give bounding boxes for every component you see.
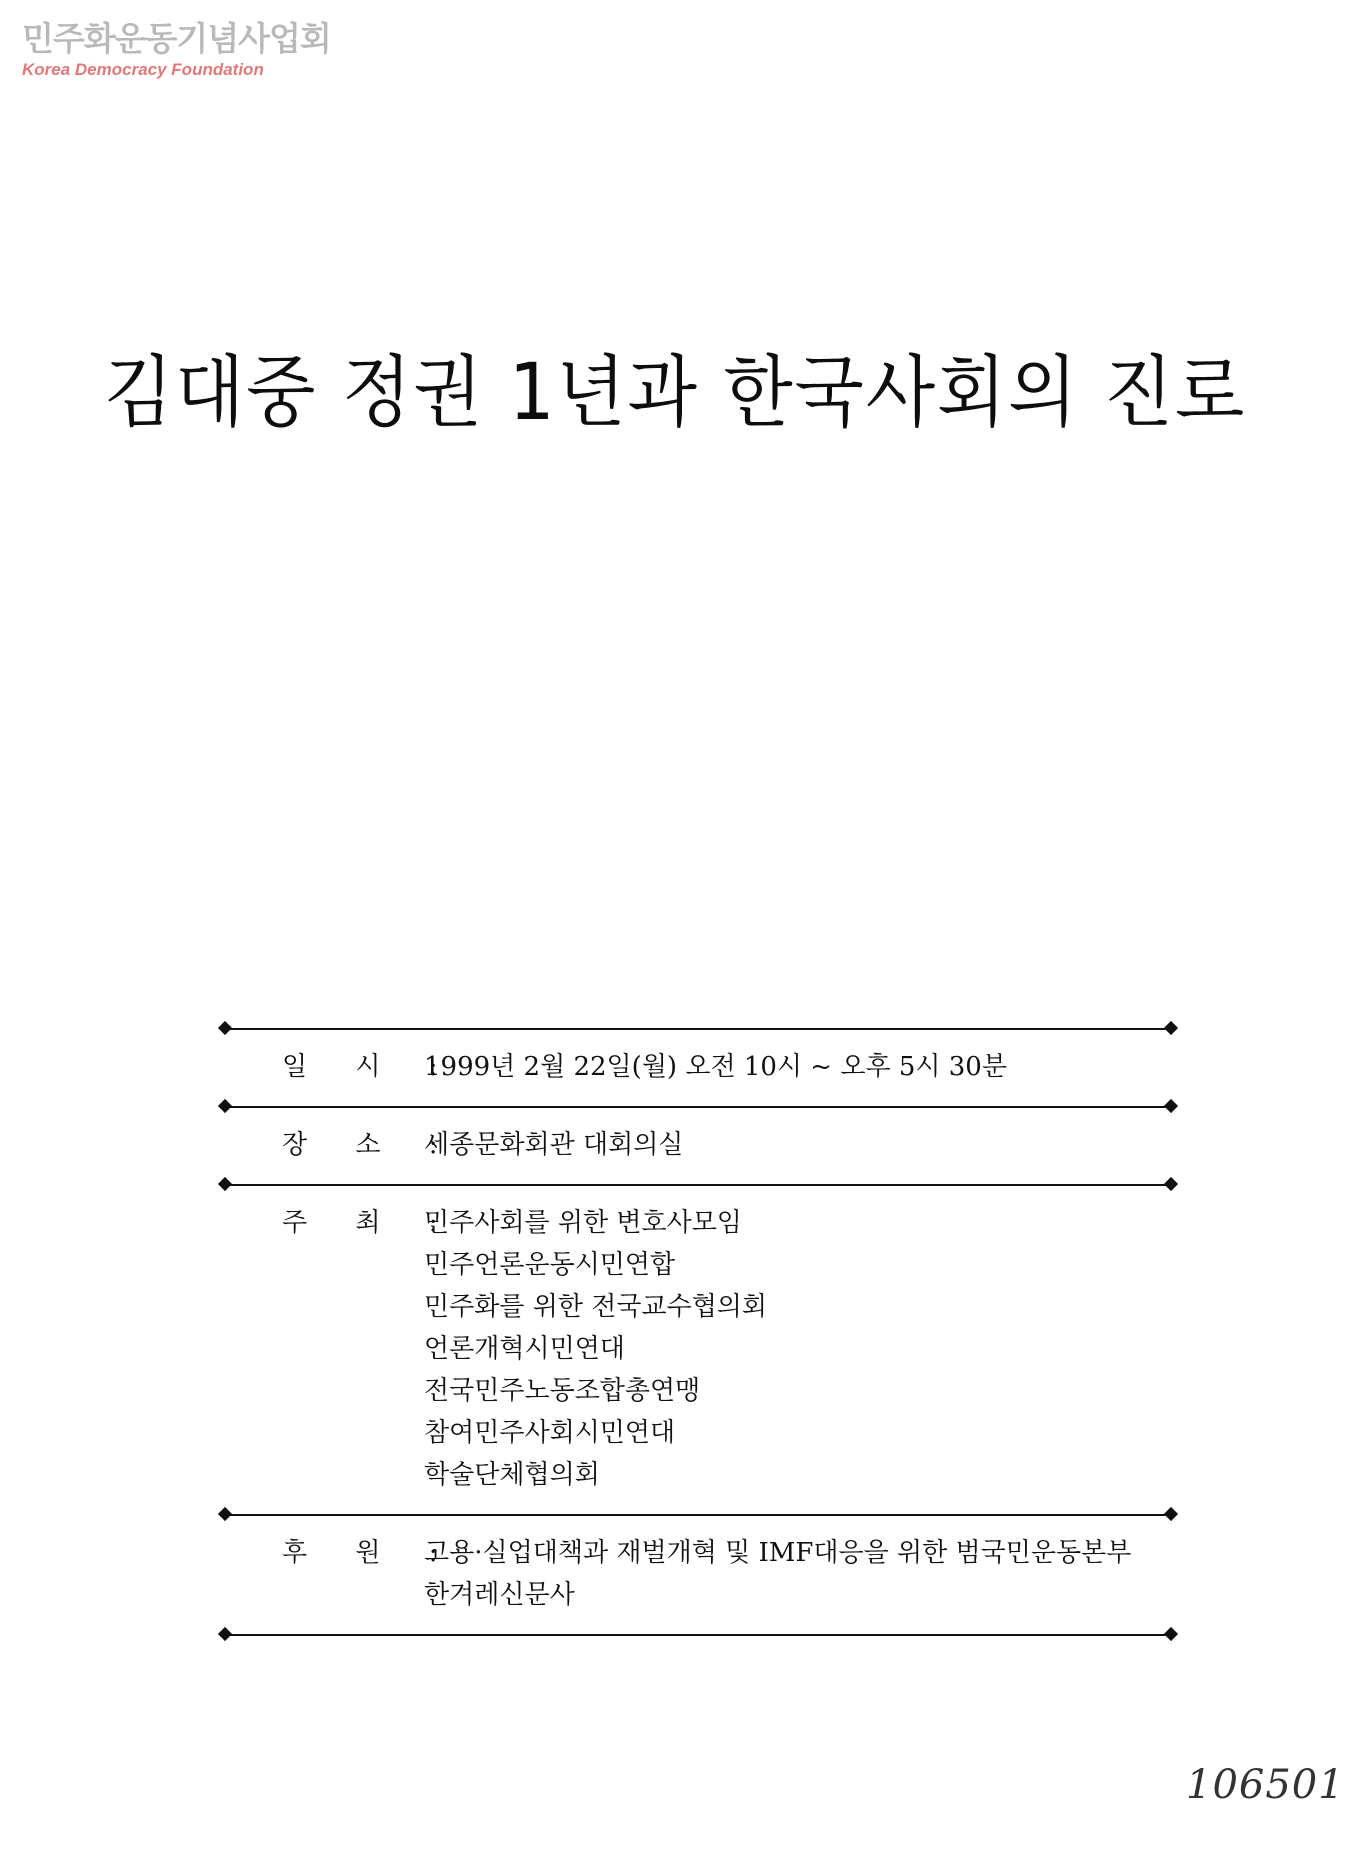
detail-row-sponsors [218, 1526, 1178, 1624]
sponsor-organization: 한겨레신문사 [424, 1580, 575, 1610]
diamond-bullet-icon [1164, 1177, 1178, 1191]
divider-rule [218, 1174, 1178, 1196]
detail-row-venue [218, 1118, 1178, 1174]
host-organization: 민주사회를 위한 변호사모임 [424, 1208, 742, 1238]
foundation-watermark [22, 19, 331, 79]
watermark-english: Korea Democracy Foundation [22, 60, 264, 79]
sponsor-organization: 고용·실업대책과 재벌개혁 및 IMF대응을 위한 범국민운동본부 [424, 1538, 1132, 1568]
diamond-bullet-icon [1164, 1627, 1178, 1641]
document-title: 김대중 정권 1년과 한국사회의 진로 [103, 348, 1247, 438]
detail-label: 후 원 : [282, 1538, 458, 1568]
detail-value: 1999년 2월 22일(월) 오전 10시 ~ 오후 5시 30분 [424, 1052, 1007, 1082]
diamond-bullet-icon [1164, 1507, 1178, 1521]
divider-rule [218, 1504, 1178, 1526]
watermark-korean: 민주화운동기념사업회 [22, 19, 331, 58]
detail-row-datetime [218, 1040, 1178, 1096]
host-organization: 참여민주사회시민연대 [424, 1418, 676, 1448]
diamond-bullet-icon [1164, 1021, 1178, 1035]
divider-rule [218, 1018, 1178, 1040]
diamond-bullet-icon [1164, 1099, 1178, 1113]
detail-value: 세종문화회관 대회의실 [424, 1130, 684, 1160]
divider-rule [218, 1624, 1178, 1646]
detail-label: 주 최 : [282, 1208, 458, 1238]
detail-label: 장 소 : [282, 1130, 458, 1160]
host-organization: 언론개혁시민연대 [424, 1334, 625, 1364]
host-organization: 전국민주노동조합총연맹 [424, 1376, 701, 1406]
host-organization: 학술단체협의회 [424, 1460, 600, 1490]
handwritten-archive-number: 106501 [1186, 1762, 1345, 1808]
divider-rule [218, 1096, 1178, 1118]
detail-row-hosts [218, 1196, 1178, 1504]
detail-label: 일 시 : [282, 1052, 458, 1082]
host-organization: 민주화를 위한 전국교수협의회 [424, 1292, 768, 1322]
event-details [218, 1018, 1178, 1646]
host-organization: 민주언론운동시민연합 [424, 1250, 676, 1280]
